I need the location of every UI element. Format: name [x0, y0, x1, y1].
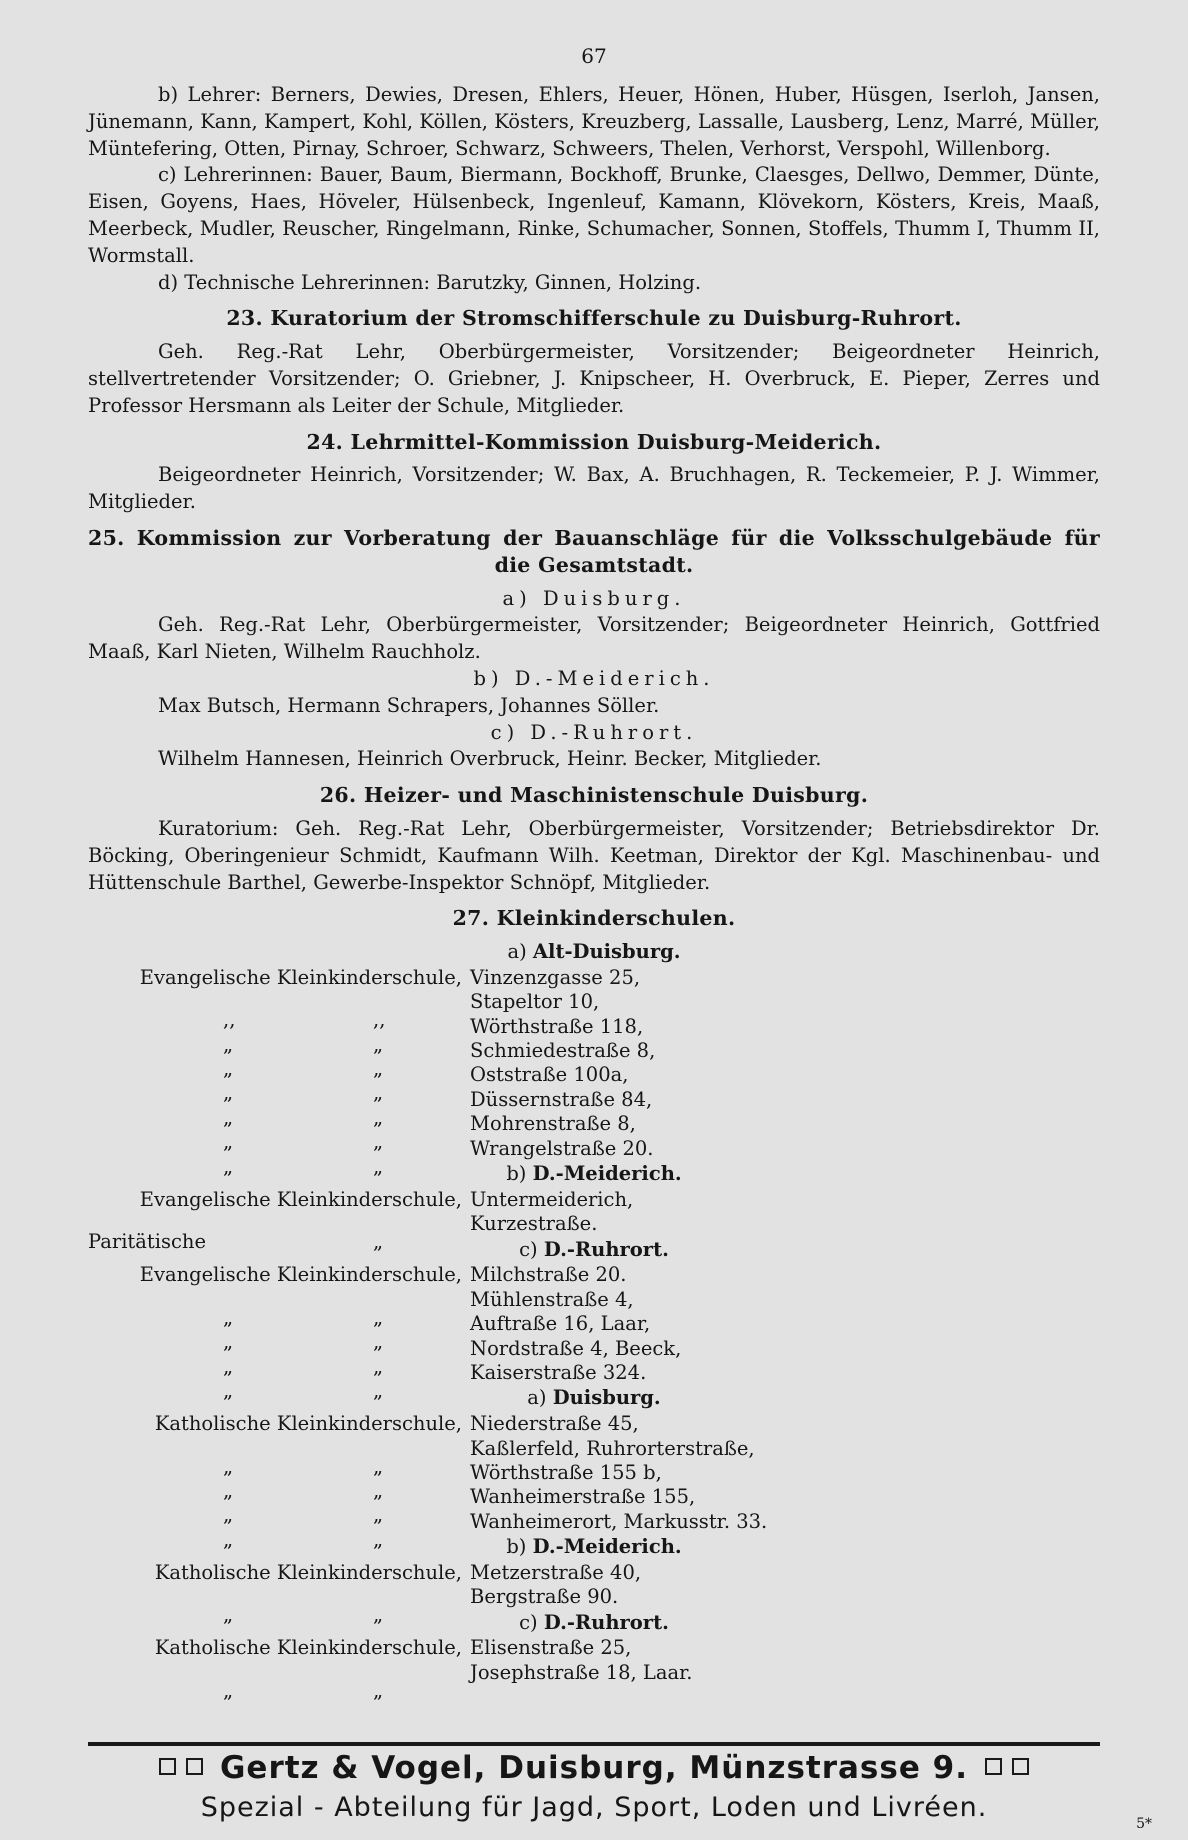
school-address: Nordstraße 4, Beeck, — [470, 1336, 682, 1360]
ditto-mark: „ — [373, 1032, 384, 1056]
ditto-mark: „ — [223, 1354, 234, 1378]
school-address: Kurzestraße. — [470, 1212, 598, 1236]
page-content — [88, 82, 1100, 1702]
square-ornament-icon — [159, 1758, 176, 1775]
ditto-mark: ,, — [373, 1008, 386, 1032]
list-item — [88, 1660, 1100, 1702]
school-address: Auftraße 16, Laar, — [470, 1312, 651, 1336]
school-address: Metzerstraße 40, — [470, 1560, 642, 1584]
section-23-heading: 23. Kuratorium der Stromschifferschule zu Duisburg-Ruhrort. — [226, 306, 962, 331]
square-ornament-icon — [186, 1758, 203, 1775]
signature-mark: 5* — [1136, 1816, 1152, 1832]
ditto-mark: „ — [373, 1527, 384, 1551]
school-address: Josephstraße 18, Laar. — [470, 1660, 693, 1684]
ditto-mark: „ — [373, 1057, 384, 1081]
ditto-mark: „ — [373, 1154, 384, 1178]
section-24-text: Beigeordneter Heinrich, Vorsitzender; W. Bax, A. Bruchhagen, R. Teckemeier, P. J. Wimmer, Mitglieder. — [88, 463, 1100, 514]
ditto-mark: „ — [373, 1230, 384, 1254]
ditto-mark: „ — [373, 1330, 384, 1354]
school-address: Kaiserstraße 324. — [470, 1360, 647, 1384]
ditto-mark: „ — [373, 1378, 384, 1402]
ditto-mark: „ — [373, 1503, 384, 1527]
section-25-a-text: Geh. Reg.-Rat Lehr, Oberbürgermeister, Vorsitzender; Beigeordneter Heinrich, Gottfried Maaß, Karl Nieten, Wilhelm Rauchholz. — [88, 613, 1100, 664]
advertisement-subline: Spezial - Abteilung für Jagd, Sport, Loden und Livréen. — [200, 1792, 988, 1823]
school-address: Milchstraße 20. — [470, 1263, 627, 1287]
school-address: Oststraße 100a, — [470, 1063, 629, 1087]
school-type: Katholische Kleinkinderschule, — [154, 1636, 462, 1660]
teachers-lehrerinnen: c) Lehrerinnen: Bauer, Baum, Biermann, Bockhoff, Brunke, Claesges, Dellwo, Demmer, Dünte, Eisen, Goyens, Haes, Höveler, Hülsenbeck, Ingenleuf, Kamann, Klövekorn, Kösters, Kreis, Maaß, Meerbeck, Mudler, Reuscher, Ringelmann, Rinke, Schumacher, Sonnen, Stoffels, Thumm I, Thumm II, Wormstall. — [88, 163, 1100, 267]
katholisch-meiderich-label: b) D.-Meiderich. — [506, 1535, 682, 1559]
school-address: Wrangelstraße 20. — [470, 1136, 654, 1160]
ditto-mark: „ — [373, 1081, 384, 1105]
ditto-mark: „ — [223, 1503, 234, 1527]
school-address: Vinzenzgasse 25, — [470, 965, 641, 989]
school-address: Bergstraße 90. — [470, 1585, 619, 1609]
section-25-a-label: a) Duisburg. — [502, 586, 686, 610]
school-address: Niederstraße 45, — [470, 1412, 639, 1436]
school-type: Evangelische Kleinkinderschule, — [139, 1263, 462, 1287]
school-address: Untermeiderich, — [470, 1187, 634, 1211]
school-address: Elisenstraße 25, — [470, 1636, 632, 1660]
school-address: Schmiedestraße 8, — [470, 1039, 656, 1063]
ditto-mark: „ — [373, 1603, 384, 1627]
footer-divider — [88, 1742, 1100, 1746]
square-ornament-icon — [1012, 1758, 1029, 1775]
school-address: Stapeltor 10, — [470, 990, 600, 1014]
school-address: Mühlenstraße 4, — [470, 1287, 634, 1311]
school-address: Wanheimerort, Markusstr. 33. — [470, 1509, 768, 1533]
section-27-heading: 27. Kleinkinderschulen. — [452, 906, 736, 931]
section-25-c-text: Wilhelm Hannesen, Heinrich Overbruck, Heinr. Becker, Mitglieder. — [158, 747, 822, 771]
list-item — [88, 1412, 1100, 1436]
ditto-mark: „ — [223, 1105, 234, 1129]
list-item — [88, 1561, 1100, 1585]
ditto-mark: „ — [373, 1478, 384, 1502]
school-address: Düssernstraße 84, — [470, 1087, 653, 1111]
ditto-mark: „ — [223, 1305, 234, 1329]
section-25-b-text: Max Butsch, Hermann Schrapers, Johannes Söller. — [158, 693, 660, 717]
ditto-mark: „ — [373, 1354, 384, 1378]
ditto-mark: „ — [223, 1527, 234, 1551]
meiderich-label: b) D.-Meiderich. — [506, 1162, 682, 1186]
ditto-mark: „ — [223, 1678, 234, 1702]
school-type: Katholische Kleinkinderschule, — [154, 1412, 462, 1436]
school-address: Wörthstraße 118, — [470, 1014, 644, 1038]
page-number: 67 — [581, 44, 607, 68]
square-ornament-icon — [985, 1758, 1002, 1775]
advertisement-company: Gertz & Vogel, Duisburg, Münzstrasse 9. — [219, 1750, 968, 1786]
school-address: Kaßlerfeld, Ruhrorterstraße, — [470, 1436, 755, 1460]
ditto-mark: „ — [223, 1130, 234, 1154]
list-item — [88, 1636, 1100, 1660]
school-type: Evangelische Kleinkinderschule, — [139, 965, 462, 989]
ditto-mark: ,, — [223, 1008, 236, 1032]
school-address: Mohrenstraße 8, — [470, 1112, 636, 1136]
section-26-heading: 26. Heizer- und Maschinistenschule Duisburg. — [319, 783, 869, 808]
section-23-text: Geh. Reg.-Rat Lehr, Oberbürgermeister, Vorsitzender; Beigeordneter Heinrich, stellvertretender Vorsitzender; O. Griebner, J. Knipscheer, H. Overbruck, E. Pieper, Zerres und Professor Hersmann als Leiter der Schule, Mitglieder. — [88, 340, 1100, 417]
ditto-mark: „ — [223, 1330, 234, 1354]
alt-duisburg-label: a) Alt-Duisburg. — [507, 940, 681, 964]
ditto-mark: „ — [373, 1130, 384, 1154]
advertisement-headline — [68, 1750, 1120, 1786]
section-24-heading: 24. Lehrmittel-Kommission Duisburg-Meiderich. — [306, 429, 882, 454]
section-26-text: Kuratorium: Geh. Reg.-Rat Lehr, Oberbürgermeister, Vorsitzender; Betriebsdirektor Dr. Böcking, Oberingenieur Schmidt, Kaufmann Wilh. Keetman, Direktor der Kgl. Maschinenbau- und Hüttenschule Barthel, Gewerbe-Inspektor Schnöpf, Mitglieder. — [88, 816, 1100, 894]
ditto-mark: „ — [223, 1032, 234, 1056]
ditto-mark: „ — [373, 1305, 384, 1329]
ditto-mark: „ — [223, 1603, 234, 1627]
school-address: Wanheimerstraße 155, — [470, 1485, 696, 1509]
school-type: Katholische Kleinkinderschule, — [154, 1560, 462, 1584]
section-25-c-label: c) D.-Ruhrort. — [490, 720, 698, 744]
teachers-technische: d) Technische Lehrerinnen: Barutzky, Ginnen, Holzing. — [158, 270, 702, 294]
section-25-b-label: b) D.-Meiderich. — [473, 666, 715, 690]
ditto-mark: „ — [223, 1154, 234, 1178]
katholisch-duisburg-label: a) Duisburg. — [527, 1386, 661, 1410]
ditto-mark: „ — [223, 1081, 234, 1105]
katholisch-ruhrort-label: c) D.-Ruhrort. — [519, 1610, 669, 1634]
ditto-mark: „ — [373, 1454, 384, 1478]
ditto-mark: „ — [223, 1378, 234, 1402]
ditto-mark: „ — [373, 1105, 384, 1129]
school-address: Wörthstraße 155 b, — [470, 1460, 662, 1484]
list-item — [88, 966, 1100, 990]
section-25-heading: 25. Kommission zur Vorberatung der Bauanschläge für die Volksschulgebäude für die Gesamtstadt. — [88, 525, 1100, 577]
school-type: Evangelische Kleinkinderschule, — [139, 1187, 462, 1211]
list-item — [88, 1263, 1100, 1287]
ditto-mark: „ — [223, 1057, 234, 1081]
list-item — [88, 1188, 1100, 1212]
ditto-mark: „ — [223, 1454, 234, 1478]
ditto-mark: „ — [223, 1478, 234, 1502]
teachers-lehrer: b) Lehrer: Berners, Dewies, Dresen, Ehlers, Heuer, Hönen, Huber, Hüsgen, Iserloh, Jansen, Jünemann, Kann, Kampert, Kohl, Köllen, Kösters, Kreuzberg, Lassalle, Lausberg, Lenz, Marré, Müller, Müntefering, Otten, Pirnay, Schroer, Schwarz, Schweers, Thelen, Verhorst, Verspohl, Willenborg. — [88, 83, 1100, 160]
school-type: Paritätische — [88, 1230, 206, 1254]
ruhrort-label: c) D.-Ruhrort. — [519, 1237, 669, 1261]
ditto-mark: „ — [373, 1678, 384, 1702]
